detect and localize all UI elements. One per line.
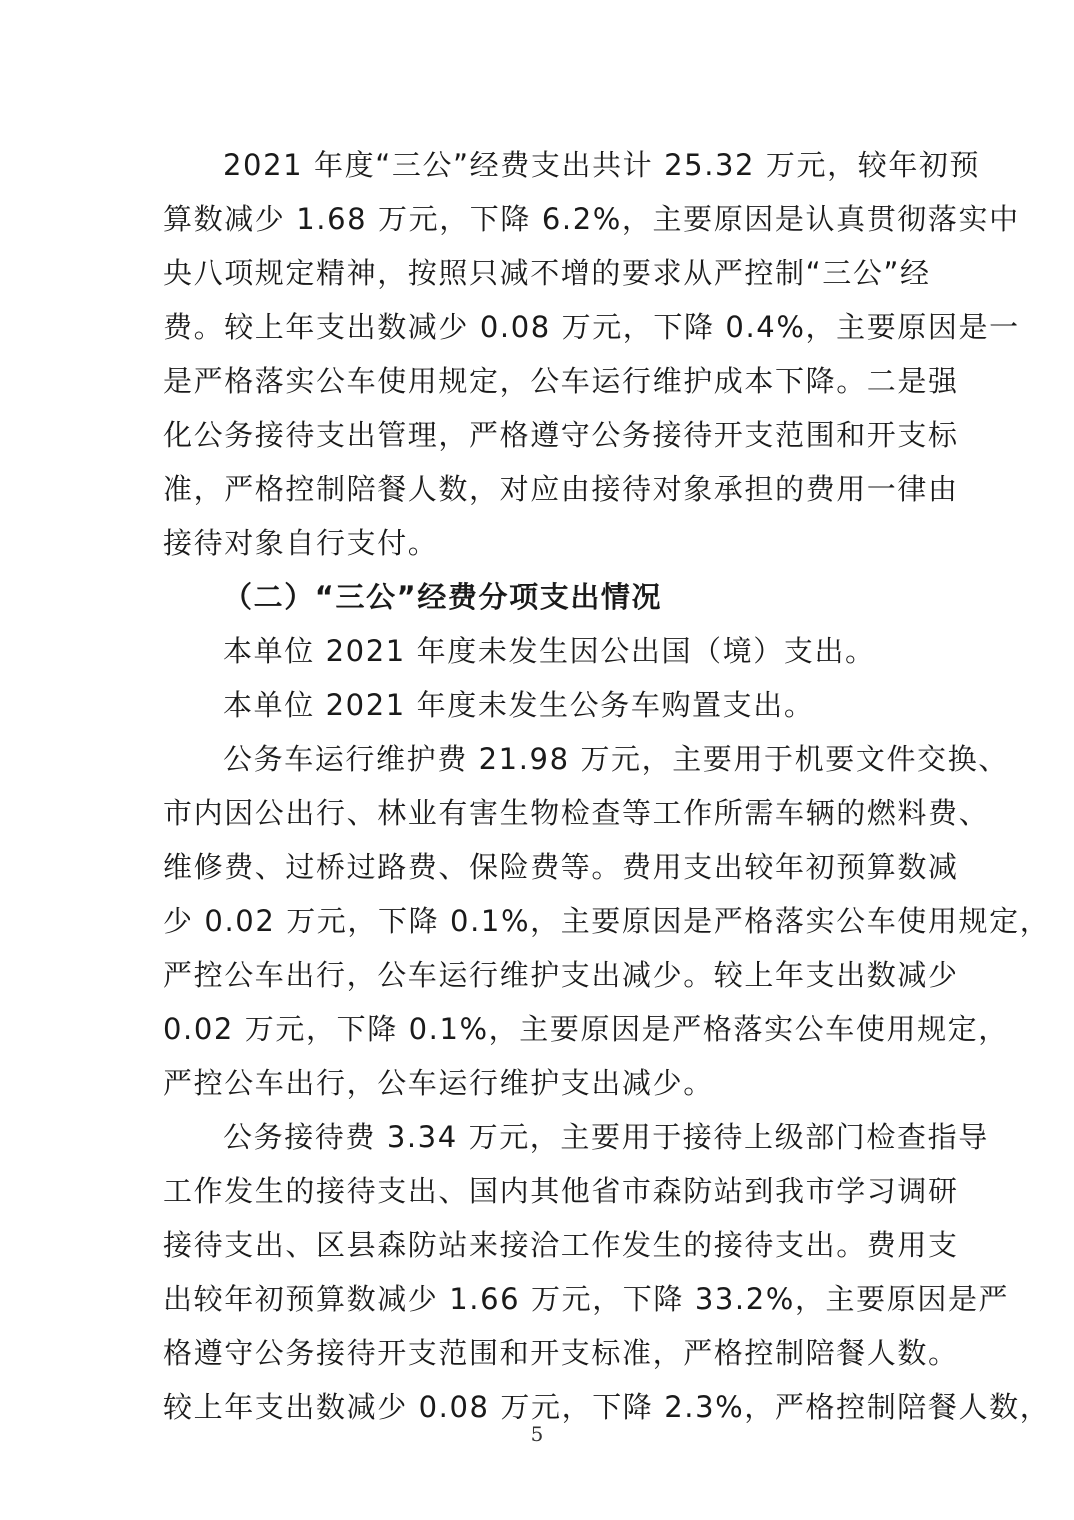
paragraph-line: 央八项规定精神，按照只减不增的要求从严控制“三公”经: [163, 256, 931, 290]
page-number: 5: [530, 1422, 544, 1446]
paragraph-line: 少 0.02 万元，下降 0.1%，主要原因是严格落实公车使用规定，: [163, 904, 1051, 938]
section-heading: （二）“三公”经费分项支出情况: [223, 580, 663, 614]
paragraph-line: 算数减少 1.68 万元，下降 6.2%，主要原因是认真贯彻落实中: [163, 202, 1020, 236]
paragraph-line: 公务车运行维护费 21.98 万元，主要用于机要文件交换、: [223, 742, 1009, 776]
document-body: [163, 138, 1051, 1434]
paragraph-line: 格遵守公务接待开支范围和开支标准，严格控制陪餐人数。: [163, 1336, 959, 1370]
paragraph-line: 0.02 万元，下降 0.1%，主要原因是严格落实公车使用规定，: [163, 1012, 1009, 1046]
paragraph-line: 是严格落实公车使用规定，公车运行维护成本下降。二是强: [163, 364, 959, 398]
paragraph-line: 公务接待费 3.34 万元，主要用于接待上级部门检查指导: [223, 1120, 989, 1154]
paragraph-line: 化公务接待支出管理，严格遵守公务接待开支范围和开支标: [163, 418, 959, 452]
paragraph-line: 严控公车出行，公车运行维护支出减少。较上年支出数减少: [163, 958, 959, 992]
paragraph-line: 本单位 2021 年度未发生因公出国（境）支出。: [223, 634, 876, 668]
paragraph-line: 较上年支出数减少 0.08 万元，下降 2.3%，严格控制陪餐人数，: [163, 1390, 1051, 1424]
paragraph-line: 准，严格控制陪餐人数，对应由接待对象承担的费用一律由: [163, 472, 959, 506]
paragraph-line: 严控公车出行，公车运行维护支出减少。: [163, 1066, 714, 1100]
paragraph-line: 本单位 2021 年度未发生公务车购置支出。: [223, 688, 815, 722]
paragraph-line: 市内因公出行、林业有害生物检查等工作所需车辆的燃料费、: [163, 796, 990, 830]
paragraph-line: 工作发生的接待支出、国内其他省市森防站到我市学习调研: [163, 1174, 959, 1208]
paragraph-line: 出较年初预算数减少 1.66 万元，下降 33.2%，主要原因是严: [163, 1282, 1010, 1316]
paragraph-line: 费。较上年支出数减少 0.08 万元，下降 0.4%，主要原因是一: [163, 310, 1020, 344]
paragraph-line: 接待对象自行支付。: [163, 526, 439, 560]
paragraph-line: 接待支出、区县森防站来接洽工作发生的接待支出。费用支: [163, 1228, 959, 1262]
paragraph-line: 2021 年度“三公”经费支出共计 25.32 万元，较年初预: [223, 148, 981, 182]
paragraph-line: 维修费、过桥过路费、保险费等。费用支出较年初预算数减: [163, 850, 959, 884]
